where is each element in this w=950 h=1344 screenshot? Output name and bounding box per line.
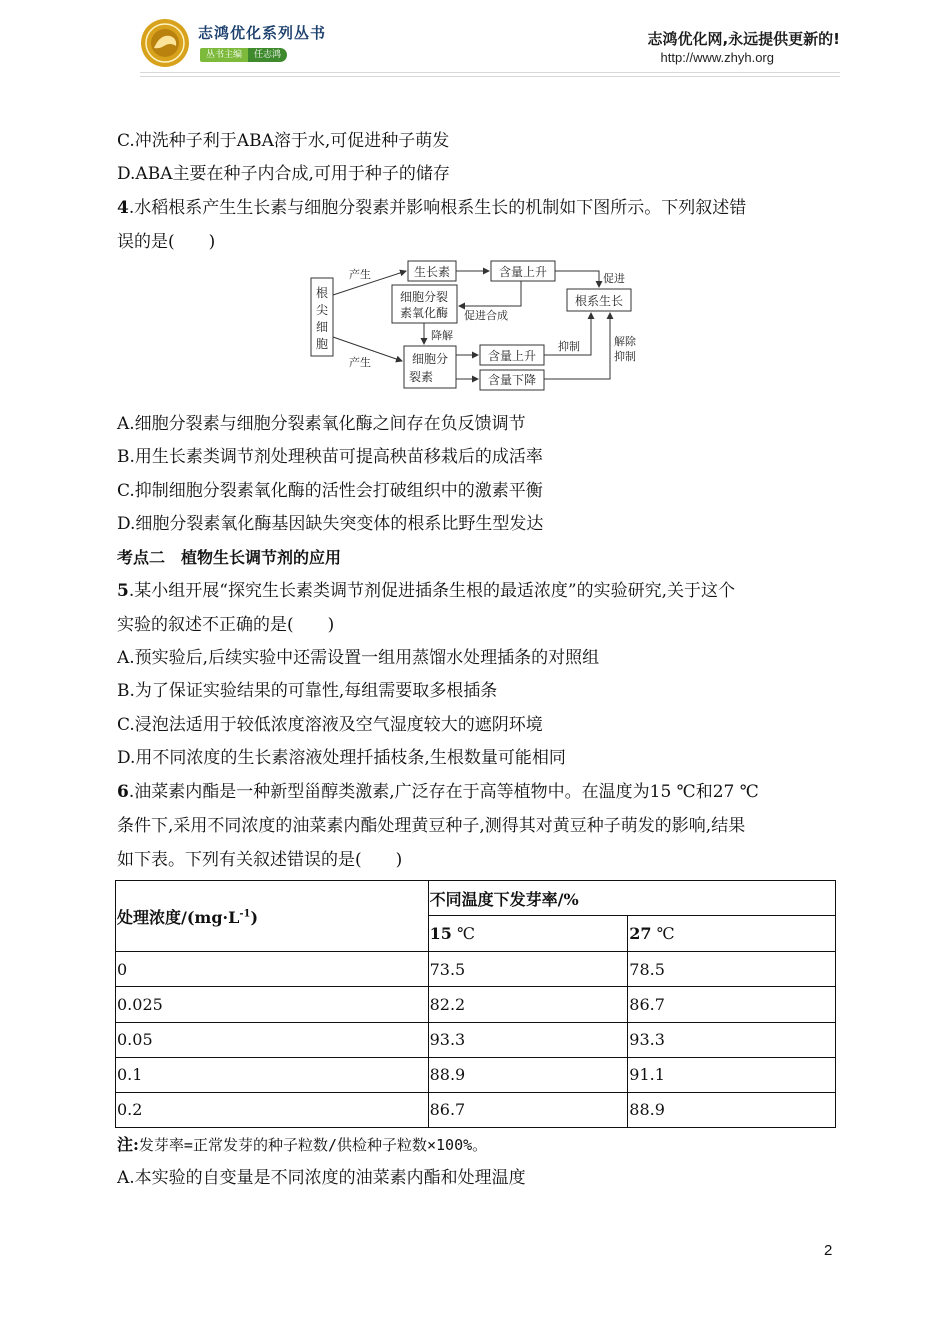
table-cell: 93.3	[628, 1022, 836, 1057]
question-6-stem-cont: 条件下,采用不同浓度的油菜素内酯处理黄豆种子,测得其对黄豆种子萌发的影响,结果	[117, 816, 746, 836]
question-4-stem-cont: 误的是( )	[117, 232, 216, 252]
table-cell: 88.9	[428, 1057, 628, 1092]
table-cell: 0.2	[116, 1092, 429, 1127]
table-cell: 0.05	[116, 1022, 429, 1057]
inhibit-label: 抑制	[558, 340, 580, 353]
note-label: 注:	[117, 1135, 139, 1154]
germination-table	[115, 880, 836, 1128]
header-concentration: 处理浓度$/(mg\cdot L^{-1})$	[116, 881, 429, 952]
table-row	[116, 1022, 836, 1057]
auxin-label: 生长素	[413, 265, 451, 279]
table-cell: 86.7	[428, 1092, 628, 1127]
option-b: B.为了保证实验结果的可靠性,每组需要取多根插条	[117, 681, 498, 701]
question-text: .水稻根系产生生长素与细胞分裂素并影响根系生长的机制如下图所示。下列叙述错	[128, 198, 747, 218]
cytokinin-label: 细胞分	[411, 352, 449, 366]
header-rule	[140, 76, 840, 77]
promote-label: 促进	[603, 272, 625, 285]
option-d: D.用不同浓度的生长素溶液处理扦插枝条,生根数量可能相同	[117, 748, 566, 768]
question-4-stem	[117, 196, 746, 220]
diagram-svg	[305, 257, 645, 395]
option-a: A.预实验后,后续实验中还需设置一组用蒸馏水处理插条的对照组	[117, 648, 600, 668]
cytokinin-label: 裂素	[408, 370, 434, 384]
header-germination-rate: 不同温度下发芽率/%	[428, 881, 835, 916]
table-cell: 93.3	[428, 1022, 628, 1057]
table-cell: 82.2	[428, 987, 628, 1022]
series-title: 志鸿优化系列丛书	[198, 24, 327, 42]
table-cell: 78.5	[628, 952, 836, 987]
table-cell: 0.1	[116, 1057, 429, 1092]
option-c: C.浸泡法适用于较低浓度溶液及空气湿度较大的遮阴环境	[117, 715, 543, 735]
header-temp-27: 27 ℃	[628, 916, 836, 952]
question-text: .油菜素内酯是一种新型甾醇类激素,广泛存在于高等植物中。在温度为15 ℃和27 ℃	[128, 782, 759, 802]
header-slogan: 志鸿优化网,永远提供更新的!	[647, 30, 840, 48]
table-cell: 88.9	[628, 1092, 836, 1127]
content-rise-label: 含量上升	[498, 265, 548, 279]
promote-synthesis-label: 促进合成	[464, 309, 508, 322]
table-note	[117, 1133, 487, 1157]
root-growth-label: 根系生长	[574, 294, 624, 308]
table-cell: 91.1	[628, 1057, 836, 1092]
question-6-stem-cont: 如下表。下列有关叙述错误的是( )	[117, 850, 403, 870]
produce-label: 产生	[349, 356, 371, 369]
editor-label: 丛书主编	[200, 48, 248, 62]
option-a: A.本实验的自变量是不同浓度的油菜素内酯和处理温度	[117, 1168, 526, 1188]
editor-name: 任志鸿	[248, 48, 287, 62]
header-temp-15: 15 ℃	[428, 916, 628, 952]
editor-badge	[200, 48, 287, 62]
option-line: D.ABA主要在种子内合成,可用于种子的储存	[117, 164, 450, 184]
question-5-stem	[117, 579, 735, 603]
content-fall-label: 含量下降	[487, 373, 537, 387]
page-header	[140, 14, 840, 80]
ckx-label: 细胞分裂	[399, 290, 449, 304]
question-number: 5	[117, 581, 129, 601]
table-row	[116, 1057, 836, 1092]
table-row	[116, 987, 836, 1022]
table-cell: 0	[116, 952, 429, 987]
relieve-inhibit-label: 解除	[614, 335, 636, 348]
page-number: 2	[824, 1242, 833, 1259]
table-row	[116, 1092, 836, 1127]
content-rise-label: 含量上升	[487, 349, 537, 363]
root-cell-char: 胞	[315, 337, 329, 351]
mechanism-diagram	[305, 257, 645, 395]
table-cell: 73.5	[428, 952, 628, 987]
option-line: C.冲洗种子利于ABA溶于水,可促进种子萌发	[117, 131, 450, 151]
ckx-label: 素氧化酶	[399, 306, 449, 320]
question-6-stem	[117, 780, 759, 804]
question-5-stem-cont: 实验的叙述不正确的是( )	[117, 615, 335, 635]
degrade-label: 降解	[431, 329, 453, 342]
option-c: C.抑制细胞分裂素氧化酶的活性会打破组织中的激素平衡	[117, 481, 543, 501]
option-d: D.细胞分裂素氧化酶基因缺失突变体的根系比野生型发达	[117, 514, 544, 534]
question-number: 4	[117, 198, 129, 218]
produce-label: 产生	[349, 268, 371, 281]
option-b: B.用生长素类调节剂处理秧苗可提高秧苗移栽后的成活率	[117, 447, 543, 467]
root-cell-char: 根	[315, 286, 329, 300]
table-cell: 0.025	[116, 987, 429, 1022]
option-a: A.细胞分裂素与细胞分裂素氧化酶之间存在负反馈调节	[117, 414, 526, 434]
question-number: 6	[117, 782, 129, 802]
relieve-inhibit-label: 抑制	[614, 350, 636, 363]
root-cell-char: 细	[315, 320, 329, 334]
note-text: 发芽率=正常发芽的种子粒数/供检种子粒数×100%。	[138, 1136, 488, 1154]
section-heading: 考点二 植物生长调节剂的应用	[117, 548, 342, 567]
question-text: .某小组开展“探究生长素类调节剂促进插条生根的最适浓度”的实验研究,关于这个	[128, 581, 736, 601]
header-url: http://www.zhyh.org	[660, 50, 774, 65]
publisher-logo-icon	[140, 18, 190, 68]
root-cell-char: 尖	[315, 303, 329, 317]
header-rule	[140, 72, 840, 73]
table-row	[116, 952, 836, 987]
table-cell: 86.7	[628, 987, 836, 1022]
